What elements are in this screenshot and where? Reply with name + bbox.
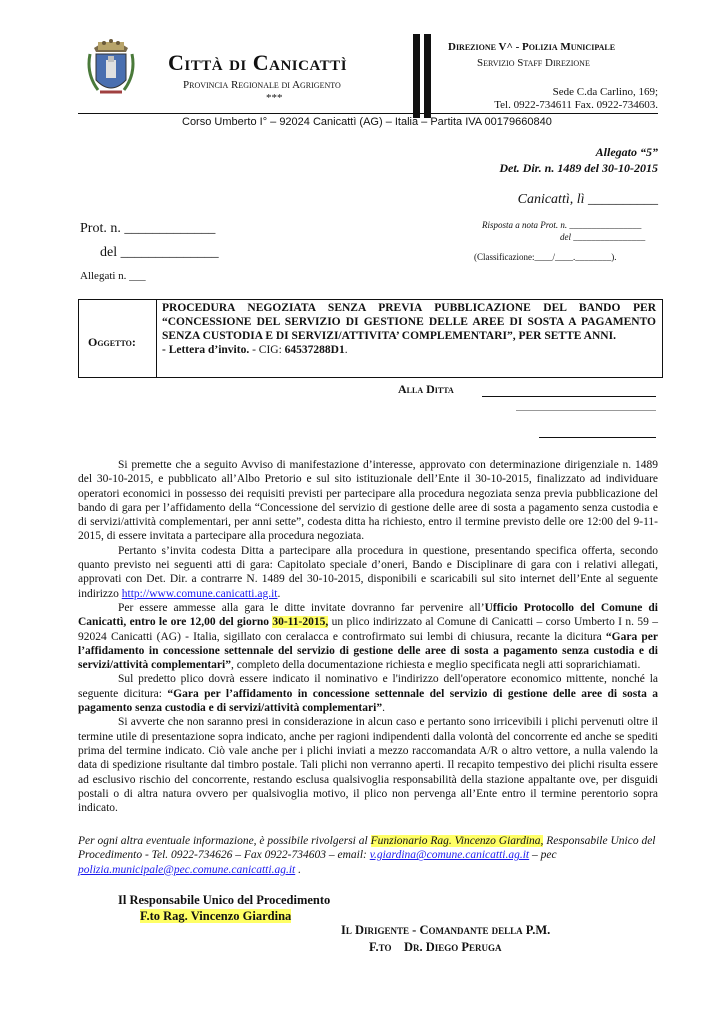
- dirigente-signature: [341, 922, 550, 956]
- cig-code: 64537288D1: [284, 344, 345, 356]
- ditta-line-1: [482, 396, 656, 397]
- rup-name-highlight: Funzionario Rag. Vincenzo Giardina,: [370, 835, 544, 847]
- info-text-d: .: [295, 863, 301, 876]
- rup-signature: [118, 892, 330, 924]
- cig-label: - CIG:: [249, 344, 285, 356]
- letter-body: [78, 458, 658, 815]
- direction-label: Direzione V^ - Polizia Municipale: [448, 41, 616, 53]
- phone-line: Tel. 0922-734611 Fax. 0922-734603.: [494, 99, 658, 111]
- email-link[interactable]: v.giardina@comune.canicatti.ag.it: [369, 849, 530, 862]
- p2-end: .: [277, 587, 281, 600]
- rup-title: Il Responsabile Unico del Procedimento: [118, 893, 331, 907]
- p4-text-c: .: [382, 702, 385, 715]
- deadline-date: 30-11-2015,: [272, 616, 329, 629]
- city-crest-logo: [86, 34, 136, 106]
- province-label: Provincia Regionale di Agrigento: [183, 79, 341, 91]
- allegato-block: [499, 144, 658, 176]
- del-field: del ______________: [100, 245, 219, 260]
- p3-text-d: “Gara per l’affidamento in concessione settennale del servizio di gestione delle aree di sosta a pagamento senza custodia e di servizi/attività complementari”: [78, 630, 659, 672]
- risposta-block: [482, 219, 645, 243]
- alla-ditta-label: Alla Ditta: [398, 382, 454, 396]
- paragraph-4: [78, 672, 658, 715]
- paragraph-3: [78, 601, 658, 672]
- info-text-c: – pec: [529, 849, 557, 862]
- oggetto-text: [162, 301, 656, 357]
- classificazione-field: (Classificazione:____/____.________).: [474, 252, 617, 262]
- paragraph-1: Si premette che a seguito Avviso di manifestazione d’interesse, approvato con determinazione dirigenziale n. 1489 del 30-10-2015, e pubblicato all’Albo Pretorio e sul sito istituzionale dell’Ente il 30-10-2015, finalizzato ad individuare operatori economici in possesso dei requisiti previsti per partecipare alla procedura negoziata senza previa pubblicazione del bando di gara per l’affidamento della “Concessione del servizio di gestione delle aree di sosta a pagamento senza custodia e di servizi/attività complementari, per anni sette”, codesta ditta ha richiesto, entro il termine previsto delle ore 12:00 del 9-11-2015, di essere invitata a partecipare alla procedura negoziata.: [78, 459, 658, 543]
- det-dir-label: Det. Dir. n. 1489 del 30-10-2015: [499, 161, 658, 175]
- header-rule: [78, 113, 658, 114]
- p3-text-e: , completo della documentazione richiesta e meglio specificata negli atti soprarichiamati.: [230, 659, 641, 672]
- ditta-line-2: [516, 410, 656, 411]
- dirigente-title: Il Dirigente - Comandante della P.M.: [341, 923, 551, 937]
- dirigente-name: F.to Dr. Diego Peruga: [369, 940, 502, 954]
- p3-text-b: Ufficio Protocollo del Comune di Canicattì, entro le ore 12,00 del giorno: [78, 601, 658, 629]
- service-label: Servizio Staff Direzione: [477, 57, 590, 69]
- allegati-field: Allegati n. ___: [80, 270, 146, 282]
- p3-text-c: un plico indirizzato al Comune di Canicatti – corso Umberto I n. 59 – 92024 Canicatti (AG) - Italia, sigillato con ceralacca e controfirmato sui lembi di chiusura, recante la dicitura: [78, 616, 658, 643]
- city-title: Città di Canicattì: [168, 50, 348, 75]
- rup-name: F.to Rag. Vincenzo Giardina: [140, 909, 292, 923]
- paragraph-5: Si avverte che non saranno presi in considerazione in alcun caso e pertanto sono irricevibili i plichi pervenuti oltre il termine utile di presentazione sopra indicato, anche per ragioni indipendenti dalla volontà del concorrente ed anche se spediti prima del termine indicato. Ciò vale anche per i plichi inviati a mezzo raccomandata A/R o altro vettore, a nulla valendo la data di spedizione risultante dal timbro postale. Tali plichi non verranno aperti. Il recapito tempestivo dei plichi risulta essere ad esclusivo rischio del concorrente, restando esclusa qualsivoglia responsabilità della stazione appaltante ove, per disguidi postali o di altra natura ovvero per qualsivoglia motivo, il plico non pervenga all’Ente entro il termine perentorio sopra indicato.: [78, 716, 658, 815]
- header-stars: ***: [266, 92, 283, 104]
- place-date: Canicattì, lì __________: [517, 192, 658, 207]
- cig-end: .: [344, 344, 348, 356]
- p4-text-a: Sul predetto plico dovrà essere indicato il nominativo e l'indirizzo dell'operatore economico mittente, nonché la seguente dicitura:: [78, 673, 658, 700]
- header-divider-bars: [413, 34, 433, 118]
- info-text-b: Responsabile Unico del Procedimento - Tel. 0922-734626 – Fax 0922-734603 – email:: [78, 835, 656, 862]
- oggetto-lettera: - Lettera d’invito.: [162, 344, 250, 356]
- info-paragraph: [78, 834, 658, 877]
- p2-text: Pertanto s’invita codesta Ditta a partecipare alla procedura in questione, presentando specifica offerta, secondo quanto previsto nei seguenti atti di gara: Capitolato speciale d’oneri, Bando e Disciplinare di gara con i relativi allegati, approvati con Det. Dir. a contrarre N. 1489 del 30-10-2015, disponibili e scaricabili sul sito internet dell’Ente al seguente indirizzo: [78, 544, 658, 600]
- oggetto-title: PROCEDURA NEGOZIATA SENZA PREVIA PUBBLICAZIONE DEL BANDO PER “CONCESSIONE DEL SERVIZIO DI GESTIONE DELLE AREE DI SOSTA A PAGAMENTO SENZA CUSTODIA E DI SERVIZI/ATTIVITA’ COMPLEMENTARI”, PER SETTE ANNI.: [162, 302, 656, 342]
- risposta-line-1: Risposta a nota Prot. n. ________________: [482, 220, 642, 230]
- p4-text-b: “Gara per l’affidamento in concessione settennale del servizio di gestione delle aree di sosta a pagamento senza custodia e di servizi/attività complementari”: [78, 687, 658, 715]
- info-text-a: Per ogni altra eventuale informazione, è possibile rivolgersi al: [78, 835, 371, 847]
- address-line: Sede C.da Carlino, 169;: [552, 86, 658, 98]
- prot-field: Prot. n. _____________: [80, 221, 216, 236]
- corso-line: Corso Umberto I° – 92024 Canicattì (AG) – Italia – Partita IVA 00179660840: [182, 116, 552, 128]
- risposta-line-2: del ________________: [560, 232, 646, 242]
- paragraph-2: [78, 544, 658, 601]
- oggetto-label: Oggetto:: [88, 335, 136, 349]
- site-link[interactable]: http://www.comune.canicatti.ag.it: [121, 587, 278, 600]
- p3-text-a: Per essere ammesse alla gara le ditte invitate dovranno far pervenire all’: [118, 601, 485, 614]
- allegato-label: Allegato “5”: [595, 145, 658, 159]
- ditta-line-3: [539, 437, 656, 438]
- pec-link[interactable]: polizia.municipale@pec.comune.canicatti.ag.it: [78, 863, 296, 876]
